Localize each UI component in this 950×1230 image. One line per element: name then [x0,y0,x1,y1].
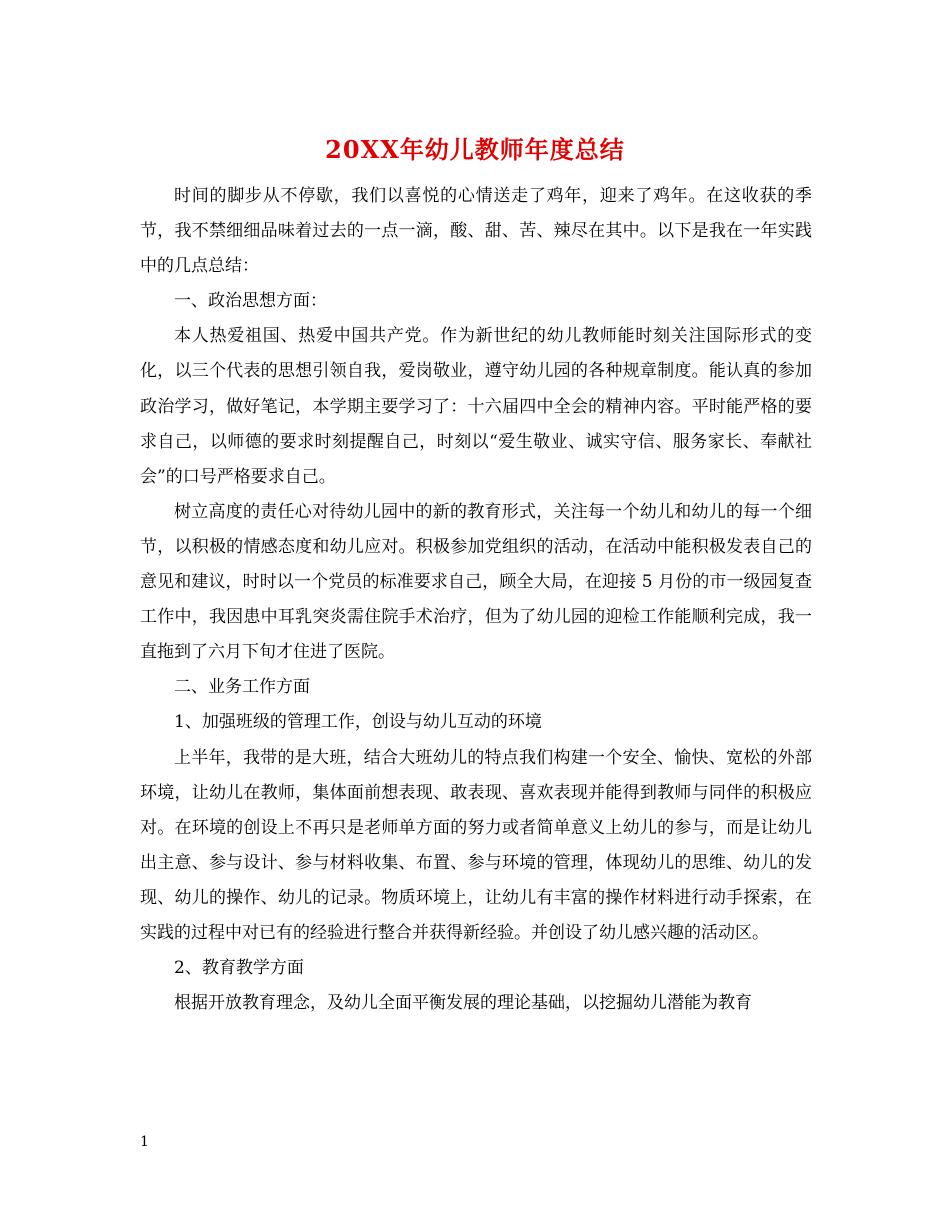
subheading-teaching: 2、教育教学方面 [174,958,304,979]
document-body [140,179,812,1021]
paragraph-environment: 上半年，我带的是大班，结合大班幼儿的特点我们构建一个安全、愉快、宽松的外部环境，让幼儿在教师，集体面前想表现、敢表现、喜欢表现并能得到教师与同伴的积极应对。在环境的创设上不再只是老师单方面的努力或者简单意义上幼儿的参与，而是让幼儿出主意、参与设计、参与材料收集、布置、参与环境的管理，体现幼儿的思维、幼儿的发现、幼儿的操作、幼儿的记录。物质环境上，让幼儿有丰富的操作材料进行动手探索，在实践的过程中对已有的经验进行整合并获得新经验。并创设了幼儿感兴趣的活动区。 [140,747,812,943]
paragraph-intro: 时间的脚步从不停歇，我们以喜悦的心情送走了鸡年，迎来了鸡年。在这收获的季节，我不禁细细品味着过去的一点一滴，酸、甜、苦、辣尽在其中。以下是我在一年实践中的几点总结： [140,186,812,277]
paragraph-teaching: 根据开放教育理念，及幼儿全面平衡发展的理论基础，以挖掘幼儿潜能为教育 [174,993,752,1014]
page-number: 1 [140,1134,149,1150]
paragraph-political: 本人热爱祖国、热爱中国共产党。作为新世纪的幼儿教师能时刻关注国际形式的变化，以三个代表的思想引领自我，爱岗敬业，遵守幼儿园的各种规章制度。能认真的参加政治学习，做好笔记，本学期主要学习了：十六届四中全会的精神内容。平时能严格的要求自己，以师德的要求时刻提醒自己，时刻以“爱生敬业、诚实守信、服务家长、奉献社会”的口号严格要求自己。 [140,326,812,487]
paragraph-responsibility: 树立高度的责任心对待幼儿园中的新的教育形式，关注每一个幼儿和幼儿的每一个细节，以积极的情感态度和幼儿应对。积极参加党组织的活动，在活动中能积极发表自己的意见和建议，时时以一个党员的标准要求自己，顾全大局，在迎接 5 月份的市一级园复查工作中，我因患中耳乳突炎需住院手术治疗，但为了幼儿园的迎检工作能顺利完成，我一直拖到了六月下旬才住进了医院。 [140,501,812,663]
subheading-class-management: 1、加强班级的管理工作，创设与幼儿互动的环境 [174,712,542,733]
heading-business: 二、业务工作方面 [174,677,310,698]
heading-political: 一、政治思想方面： [174,291,327,312]
document-title: 20XX年幼儿教师年度总结 [325,135,625,164]
